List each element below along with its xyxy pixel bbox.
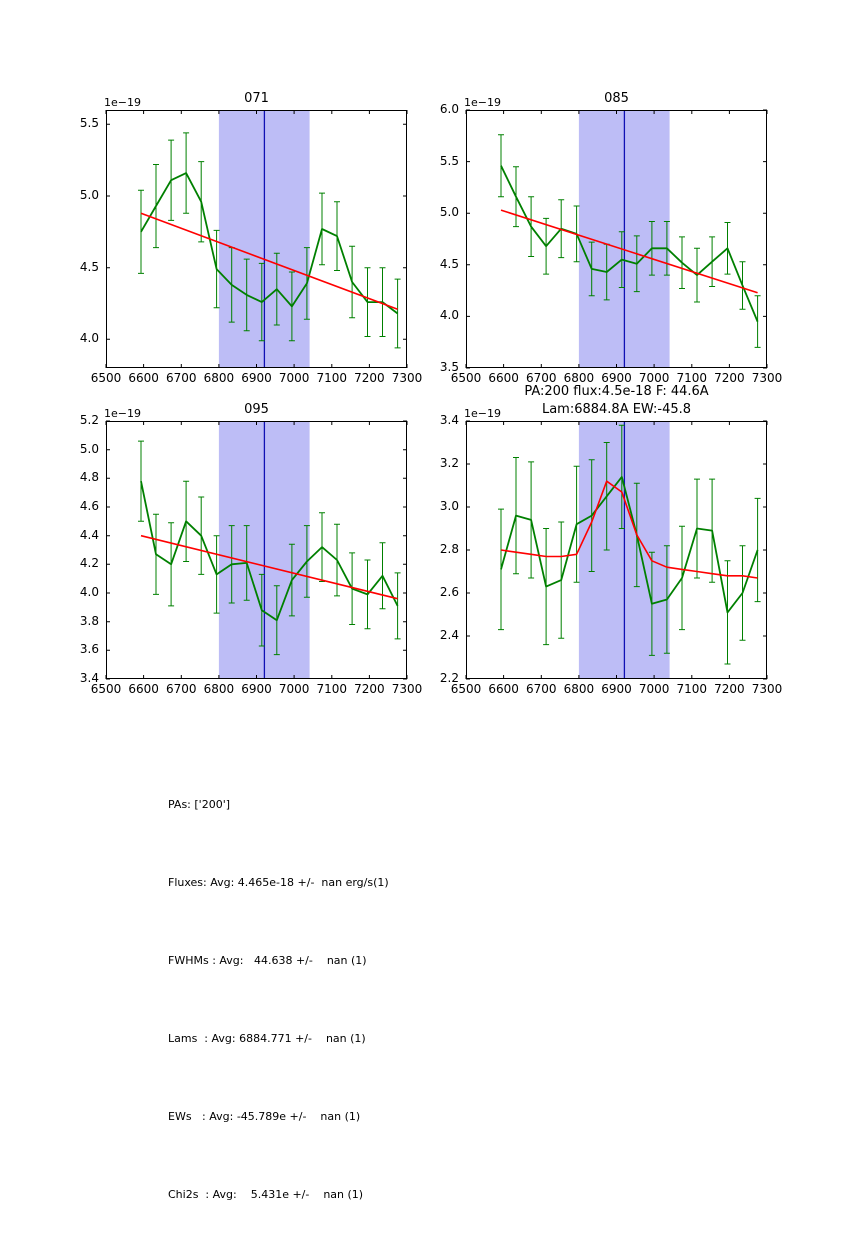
x-tick-label: 6900 — [601, 682, 632, 696]
summary-line-fwhms: FWHMs : Avg: 44.638 +/- nan (1) — [168, 954, 367, 967]
summary-line-fluxes: Fluxes: Avg: 4.465e-18 +/- nan erg/s(1) — [168, 876, 389, 889]
x-tick-label: 6700 — [166, 682, 197, 696]
plot-area — [466, 110, 767, 368]
x-tick-label: 7100 — [316, 682, 348, 696]
axis-offset-label: 1e−19 — [464, 95, 501, 109]
y-tick-label: 4.0 — [79, 331, 99, 346]
x-tick-label: 6900 — [241, 682, 272, 696]
x-tick-label: 6800 — [203, 682, 235, 696]
plot-area — [106, 110, 407, 368]
plot-title: Lam:6884.8A EW:-45.8 — [541, 402, 692, 417]
y-tick-label: 4.5 — [79, 259, 99, 274]
fit-summary — [168, 740, 389, 1260]
x-tick-label: 6800 — [203, 371, 235, 385]
x-tick-label: 7200 — [714, 371, 745, 385]
y-tick-label: 3.8 — [79, 613, 99, 628]
x-tick-label: 6700 — [526, 682, 557, 696]
x-tick-label: 6700 — [166, 371, 197, 385]
subplot-071 — [79, 91, 423, 385]
x-tick-label: 7000 — [278, 371, 310, 385]
summary-line-chi2s: Chi2s : Avg: 5.431e +/- nan (1) — [168, 1188, 364, 1201]
y-tick-label: 5.0 — [79, 188, 99, 202]
plot-area — [466, 421, 767, 679]
y-tick-label: 3.5 — [439, 360, 459, 374]
y-tick-label: 4.0 — [439, 308, 459, 323]
error-bar — [138, 190, 144, 273]
x-tick-label: 7100 — [676, 371, 708, 385]
y-tick-label: 3.2 — [439, 456, 459, 470]
y-tick-label: 4.4 — [79, 527, 99, 542]
plot-title: 085 — [604, 91, 629, 106]
plot-title: PA:200 flux:4.5e-18 F: 44.6A — [524, 383, 709, 399]
x-tick-label: 6900 — [601, 371, 632, 385]
subplot-085 — [439, 91, 783, 385]
y-tick-label: 5.0 — [79, 441, 99, 456]
x-tick-label: 7300 — [391, 371, 423, 385]
x-tick-label: 7200 — [714, 682, 745, 696]
x-tick-label: 6500 — [450, 682, 482, 696]
axis-offset-label: 1e−19 — [464, 406, 501, 420]
x-tick-label: 7300 — [751, 682, 783, 696]
y-tick-label: 4.0 — [79, 585, 99, 599]
x-tick-label: 6500 — [450, 371, 482, 385]
y-tick-label: 4.5 — [439, 256, 459, 271]
x-tick-label: 7100 — [316, 371, 348, 385]
x-tick-label: 6600 — [488, 682, 519, 696]
summary-line-lams: Lams : Avg: 6884.771 +/- nan (1) — [168, 1032, 366, 1045]
y-tick-label: 2.6 — [439, 585, 459, 599]
x-tick-label: 7000 — [638, 682, 670, 696]
x-tick-label: 7300 — [751, 371, 783, 385]
x-tick-label: 7000 — [638, 371, 670, 385]
y-tick-label: 5.5 — [79, 116, 99, 131]
error-bar — [395, 573, 401, 639]
y-tick-label: 4.2 — [79, 556, 99, 571]
plot-area — [106, 421, 407, 679]
x-tick-label: 7200 — [354, 682, 385, 696]
axis-offset-label: 1e−19 — [104, 406, 141, 420]
y-tick-label: 4.6 — [79, 499, 99, 513]
y-tick-label: 2.2 — [439, 671, 459, 685]
y-tick-label: 3.4 — [439, 413, 459, 427]
x-tick-label: 6800 — [563, 371, 595, 385]
x-tick-label: 7200 — [354, 371, 385, 385]
axis-offset-label: 1e−19 — [104, 95, 141, 109]
x-tick-label: 7000 — [278, 682, 310, 696]
x-tick-label: 7100 — [676, 682, 708, 696]
x-tick-label: 7300 — [391, 682, 423, 696]
y-tick-label: 4.8 — [79, 470, 99, 485]
summary-line-pas: PAs: ['200'] — [168, 798, 231, 811]
subplot-gauss-fit — [439, 383, 783, 696]
x-tick-label: 6900 — [241, 371, 272, 385]
y-tick-label: 2.4 — [439, 628, 459, 642]
x-tick-label: 6500 — [90, 371, 122, 385]
x-tick-label: 6600 — [128, 682, 159, 696]
y-tick-label: 5.0 — [439, 205, 459, 220]
x-tick-label: 6600 — [128, 371, 159, 385]
y-tick-label: 3.6 — [79, 642, 99, 657]
subplot-095 — [79, 402, 423, 696]
plot-title: 095 — [244, 402, 269, 417]
y-tick-label: 5.2 — [79, 413, 99, 427]
y-tick-label: 5.5 — [439, 153, 459, 168]
y-tick-label: 2.8 — [439, 542, 459, 556]
plot-title: 071 — [244, 91, 269, 106]
summary-line-ews: EWs : Avg: -45.789e +/- nan (1) — [168, 1110, 361, 1123]
x-tick-label: 6700 — [526, 371, 557, 385]
x-tick-label: 6600 — [488, 371, 519, 385]
y-tick-label: 6.0 — [439, 102, 459, 116]
y-tick-label: 3.0 — [439, 499, 459, 513]
y-tick-label: 3.4 — [79, 671, 99, 685]
x-tick-label: 6500 — [90, 682, 122, 696]
x-tick-label: 6800 — [563, 682, 595, 696]
